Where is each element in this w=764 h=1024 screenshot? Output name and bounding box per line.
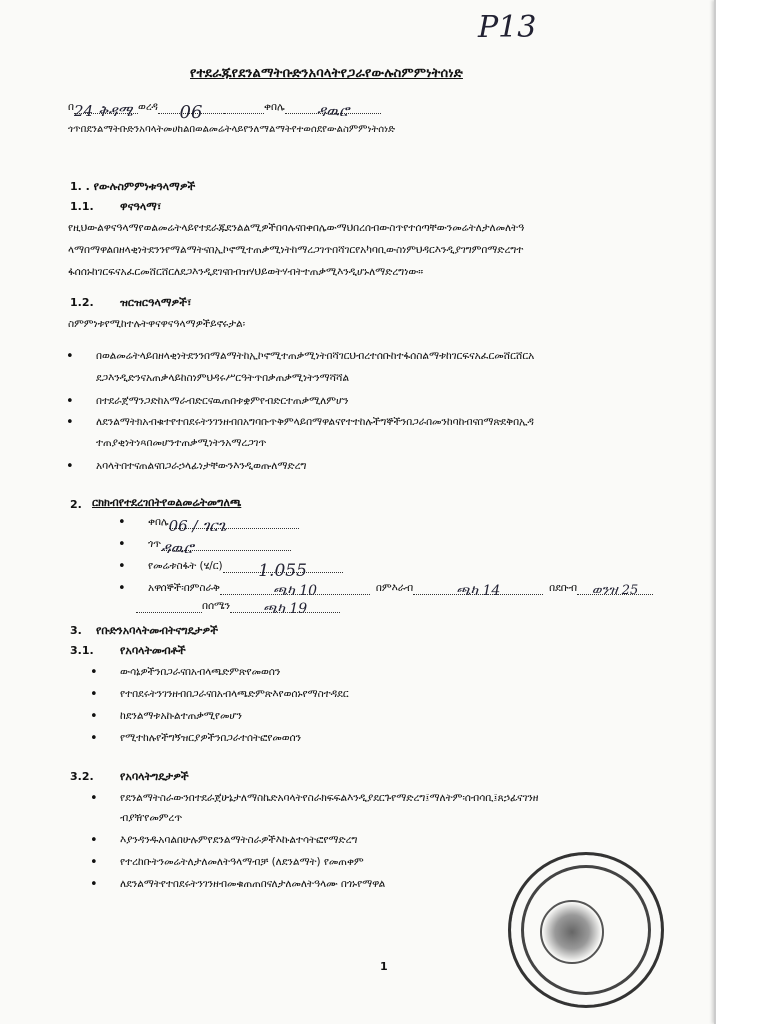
duty-item-cont: ብያዥየመምረጥ [120, 812, 183, 824]
section2-number: 2. [70, 498, 82, 511]
section3-2-number: 3.2. [70, 770, 94, 783]
kebele-value: ዳዉሮ [285, 102, 381, 114]
section1-2-title: ዝርዝርዓላማዎች፣ [120, 296, 192, 309]
land-field-got: • ጎጥዳዉሮ [148, 538, 291, 551]
official-stamp-center [540, 900, 604, 964]
objective-item: • በተደራጀማንጋድከአማራብድርናዉጠበቱቋምየብድርተጠቃሚለምሆን [96, 395, 349, 408]
duty-item: • የደንልማትስራውንበተደራጀሁኔታለማስኬድአባላትየስራክፍፍልእንዲያደርጉየማድረግ፤ማለትም፡ሰብሳቢ፤ጸኃፊናገንዘ [120, 792, 538, 805]
right-item: • ውሳኔዎችንበጋራናበአብላጫድምጽየመወሰን [120, 666, 280, 679]
land-field-area: • የመሬቱስፋት (ሄ/ር) 1.055 [148, 560, 343, 573]
section1-2-number: 1.2. [70, 296, 94, 309]
objective-item-cont: ደጋእንዲድንናአጠቃላይከስነምህዳሩሥርዓትጥበቃጠቃሚነትንማሻሻል [96, 372, 350, 384]
duty-item: • የተረከቡትንመሬትለታለመለትዓላማብቻ (ለደንልማት) የመጠቀም [120, 856, 364, 869]
right-item: • ከደንልማቱአኩልተጠቃሚየመሆን [120, 710, 242, 723]
section1-1-title: ዋናዓላማ፣ [120, 200, 162, 213]
objective-item: • አባላትበተናጠልናበጋራኃላፊነታቸውንእንዲወጡለማድረግ [96, 460, 306, 473]
land-field-borders: • አዋሰኞች፡በምስራቅ ጫካ 10 በምእራብ ጫካ 14 በደቡብ ወንዝ 25 [148, 582, 653, 595]
document-title: የተደራጁየደንልማትቡድንአባላትየጋራየውሉስምምነትሰነድ [190, 66, 463, 81]
section1-1-line: ፋሰሰኑከገርፍናአፈርመሸርሸርለደጋእንዲደገናበብዝሃህይወትሃብትተጠቃሚእንዲሆኑለማድረግነው። [68, 266, 424, 278]
page-edge [714, 0, 764, 1024]
handwritten-annotation: P13 [478, 10, 537, 45]
objective-item-cont: ተጠያቂነትነጻበመሆንተጠቃሚነትንአማረጋገጥ [96, 437, 267, 449]
section1-2-intro: ስምምነቱየሚከተሉትዋናዋናዓላማዎችይኖሩታል፡ [68, 318, 246, 330]
section1-heading: 1. . የውሉስምምነቱዓላማዎች [70, 180, 196, 193]
date-line: በ24 ቅዳሜ ወረዳ 06 ቀበሌ ዳዉሮ [68, 101, 381, 114]
objective-item: • በወልመሬትላይበዘላቂነትደንንበማልማትከኢኮኖሚተጠቃሚነትበሻገርህብረተሰቡከተፋሰስልማቱከገርፍናአፈርመሸርሸርአ [96, 350, 534, 363]
section1-1-line: ላማበማዋልበዘላቂነትደንንየማልማትናበኢኮኖሚተጠቃሚነትከማረጋገጥበሻገርየአካባቢውስነምህዳርእንዲያገግምበማድረግተ [68, 244, 524, 256]
section3-number: 3. [70, 624, 82, 637]
section3-1-title: የአባላትመብቶች [120, 644, 186, 657]
duty-item: • ለደንልማትየተበደሩትንገንዘብመቁጠጠበናለታለመለትዓላሙ በጎኑየማዋል [120, 878, 385, 891]
month-value: 06 [158, 102, 224, 114]
date-value: 24 ቅዳሜ [74, 102, 138, 114]
duty-item: • እያንዳንዱአባልበሁሉምየደንልማትስራዎችእኩልተሳትፎየማድረግ [120, 834, 357, 847]
page-number: 1 [380, 960, 388, 973]
section3-1-number: 3.1. [70, 644, 94, 657]
land-field-kebele: • ቀበሌ06 / ገርጌ [148, 516, 299, 529]
section2-heading: ርክክብየተደረገበትየወልመሬትመግለጫ [92, 496, 242, 509]
right-item: • የሚተከሉየችግኝዝርያዎችንበጋራተሰትፎየመወሰን [120, 732, 301, 745]
section1-1-number: 1.1. [70, 200, 94, 213]
right-item: • የተበደሩትንገንዘብበጋራናበአብላጫድምጽእየወሰኑየማስተዳደር [120, 688, 349, 701]
objective-item: • ለደንልማትክአብቁተየተበደሩትንገንዘብበአግባቡጥቅምላይበማዋልናየተተከሉችግኞችንበጋራበመንከባከብናበማጽደቅበኢዳ [96, 416, 534, 429]
section1-1-line: የዚህውልዋናዓላማየወልመሬትላይየተደራጁደንልልሚዎችበባሉናበቀበሌውማህበረሰብውስጥየተሰጣቸውንመሬትለታለመለትዓ [68, 222, 525, 234]
section3-heading: የቡድንአባላትመብትናግዴታዎች [96, 624, 218, 637]
intro-line: ጎጥበደንልማትቡድንአባላትመሀከልበወልመሬትላይየንለማልማትየተወሰደየውልስምምነትሰነድ [68, 124, 395, 135]
land-field-north: በሰሜን ጫካ 19 [136, 600, 340, 613]
section3-2-title: የአባላትግዴታዎች [120, 770, 189, 783]
